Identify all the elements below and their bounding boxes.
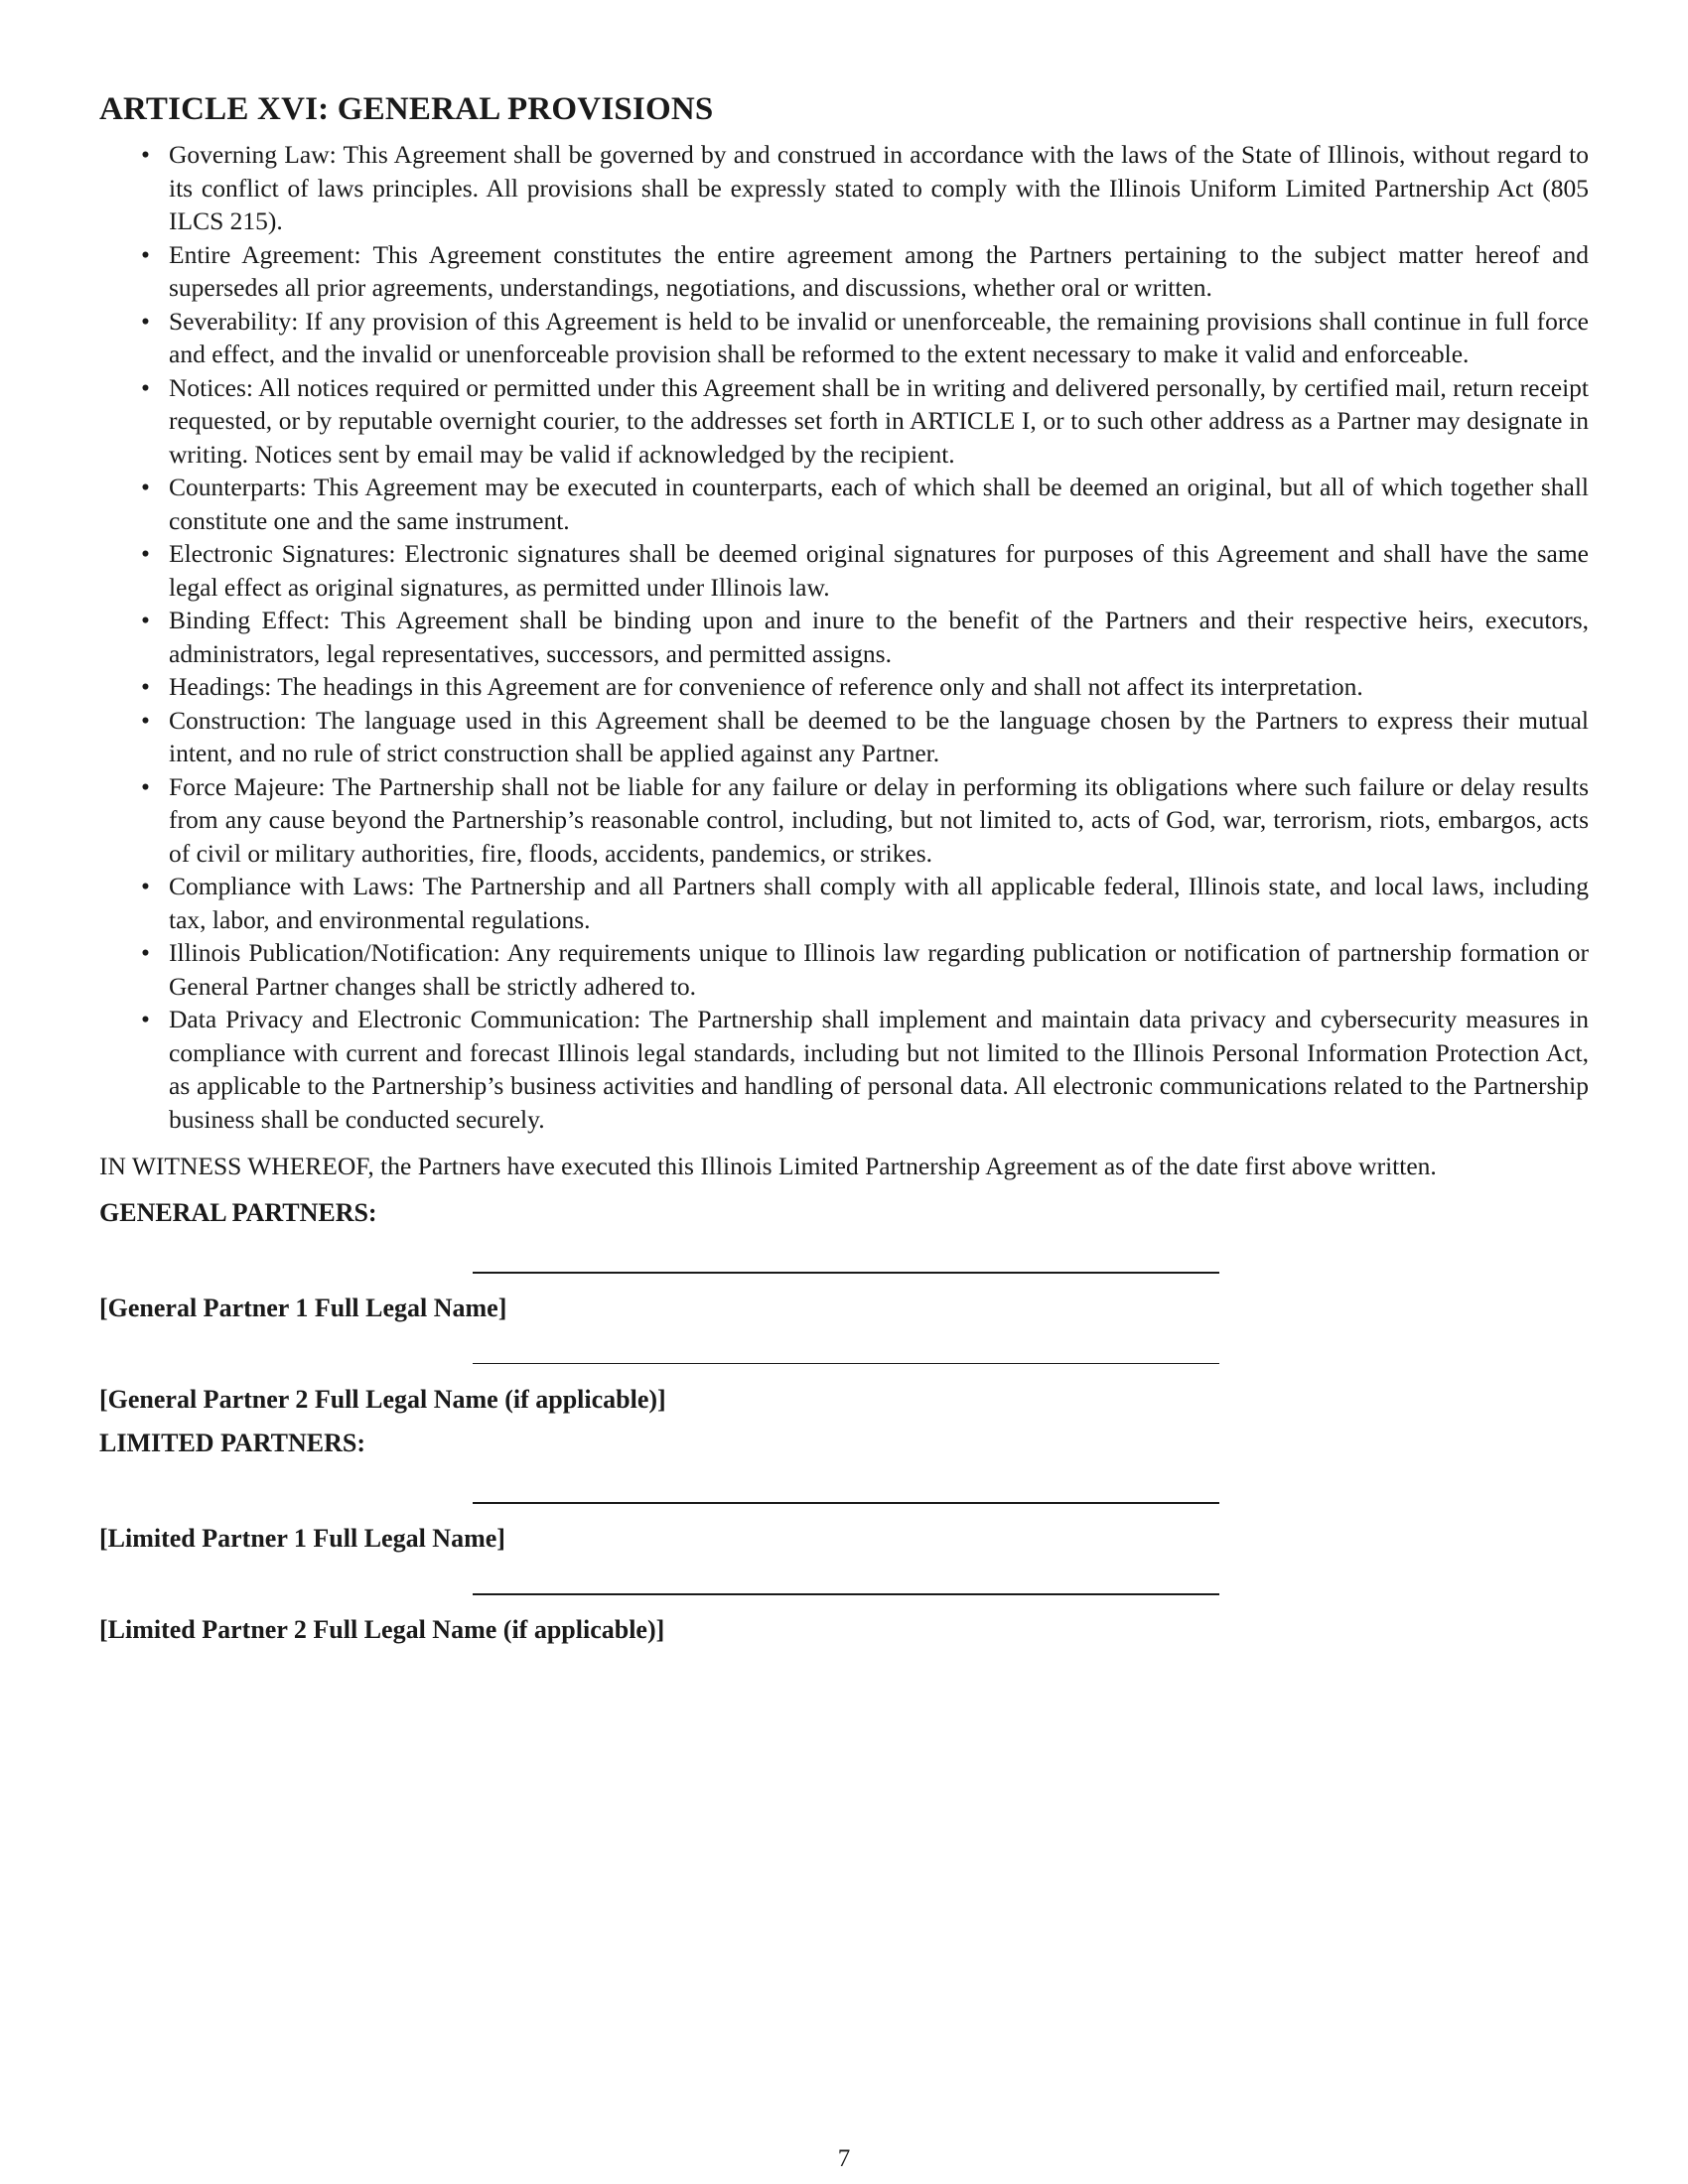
- provision-counterparts: • Counterparts: This Agreement may be executed in counterparts, each of which shall be deemed an original, but all of which together shall constitute one and the same instrument.: [169, 471, 1589, 537]
- general-partner-1-name: [General Partner 1 Full Legal Name]: [99, 1293, 507, 1322]
- general-partner-1-name-wrap: [99, 1294, 1589, 1323]
- provision-notices: • Notices: All notices required or permitted under this Agreement shall be in writing and delivered personally, by certified mail, return receipt requested, or by reputable overnight courier, to the addresses set forth in ARTICLE I, or to such other address as a Partner may designate in writing. Notices sent by email may be valid if acknowledged by the recipient.: [169, 371, 1589, 472]
- limited-partner-2-name-wrap: [99, 1615, 1589, 1645]
- provision-force-majeure: • Force Majeure: The Partnership shall not be liable for any failure or delay in performing its obligations where such failure or delay results from any cause beyond the Partnership’s reasonable control, including, but not limited to, acts of God, war, terrorism, riots, embargos, acts of civil or military authorities, fire, floods, accidents, pandemics, or strikes.: [169, 770, 1589, 871]
- provision-data-privacy: • Data Privacy and Electronic Communication: The Partnership shall implement and maintain data privacy and cybersecurity measures in compliance with current and forecast Illinois legal standards, including but not limited to the Illinois Personal Information Protection Act, as applicable to the Partnership’s business activities and handling of personal data. All electronic communications related to the Partnership business shall be conducted securely.: [169, 1003, 1589, 1136]
- witness-clause: IN WITNESS WHEREOF, the Partners have executed this Illinois Limited Partnership Agreement as of the date first above written.: [99, 1152, 1437, 1180]
- general-partner-2-name: [General Partner 2 Full Legal Name (if applicable)]: [99, 1384, 666, 1414]
- provision-entire-agreement: • Entire Agreement: This Agreement constitutes the entire agreement among the Partners pertaining to the subject matter hereof and supersedes all prior agreements, understandings, negotiations, and discussions, whether oral or written.: [169, 238, 1589, 305]
- provision-electronic-signatures: • Electronic Signatures: Electronic signatures shall be deemed original signatures for purposes of this Agreement and shall have the same legal effect as original signatures, as permitted under Illinois law.: [169, 537, 1589, 604]
- provision-construction: • Construction: The language used in this Agreement shall be deemed to be the language chosen by the Partners to express their mutual intent, and no rule of strict construction shall be applied against any Partner.: [169, 704, 1589, 770]
- provision-severability: • Severability: If any provision of this Agreement is held to be invalid or unenforceable, the remaining provisions shall continue in full force and effect, and the invalid or unenforceable provision shall be reformed to the extent necessary to make it valid and enforceable.: [169, 305, 1589, 371]
- provision-governing-law: • Governing Law: This Agreement shall be governed by and construed in accordance with the laws of the State of Illinois, without regard to its conflict of laws principles. All provisions shall be expressly stated to comply with the Illinois Uniform Limited Partnership Act (805 ILCS 215).: [169, 138, 1589, 238]
- general-partners-label: GENERAL PARTNERS:: [99, 1197, 377, 1227]
- document-page: [99, 91, 1589, 1645]
- provision-compliance-with-laws: • Compliance with Laws: The Partnership and all Partners shall comply with all applicable federal, Illinois state, and local laws, including tax, labor, and environmental regulations.: [169, 870, 1589, 936]
- article-title: ARTICLE XVI: GENERAL PROVISIONS: [99, 91, 714, 127]
- limited-partner-1-signature-line[interactable]: [473, 1502, 1219, 1504]
- general-partner-1-signature-line[interactable]: [473, 1272, 1219, 1274]
- limited-partners-label: LIMITED PARTNERS:: [99, 1428, 366, 1457]
- provision-headings: • Headings: The headings in this Agreement are for convenience of reference only and shall not affect its interpretation.: [169, 670, 1589, 704]
- limited-partner-1-name: [Limited Partner 1 Full Legal Name]: [99, 1523, 505, 1553]
- limited-partner-2-name: [Limited Partner 2 Full Legal Name (if applicable)]: [99, 1614, 665, 1644]
- limited-partner-2-signature-line[interactable]: [473, 1593, 1219, 1595]
- provisions-list: [99, 138, 1589, 1136]
- general-partner-2-signature-line[interactable]: [473, 1363, 1219, 1364]
- provision-binding-effect: • Binding Effect: This Agreement shall be binding upon and inure to the benefit of the Partners and their respective heirs, executors, administrators, legal representatives, successors, and permitted assigns.: [169, 604, 1589, 670]
- general-partner-2-name-wrap: [99, 1385, 1589, 1415]
- limited-partner-1-name-wrap: [99, 1524, 1589, 1554]
- page-number: 7: [837, 2145, 851, 2172]
- provision-illinois-publication: • Illinois Publication/Notification: Any requirements unique to Illinois law regarding publication or notification of partnership formation or General Partner changes shall be strictly adhered to.: [169, 936, 1589, 1003]
